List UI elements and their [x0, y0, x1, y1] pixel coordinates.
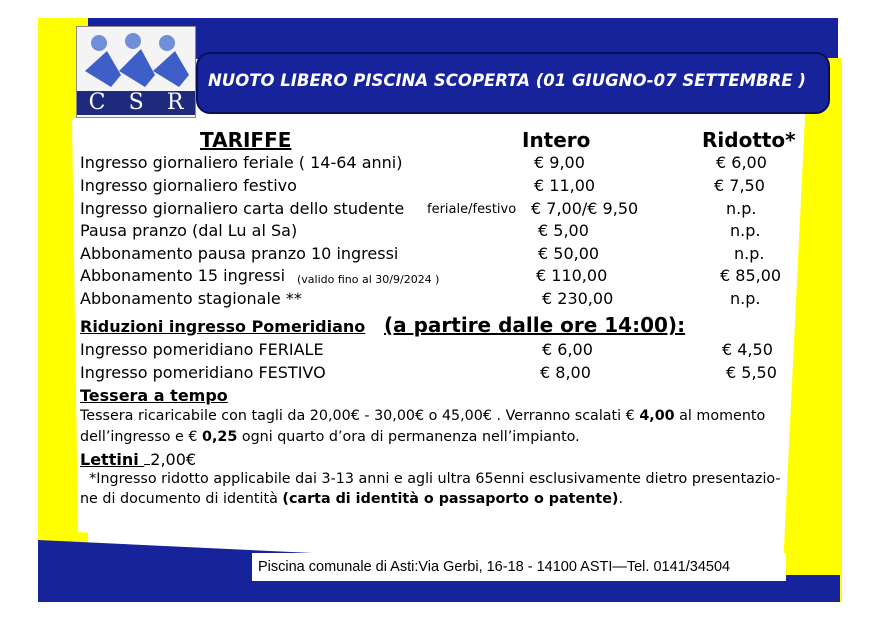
tessera-heading: Tessera a tempo [80, 386, 228, 405]
row-ridotto: € 5,50 [726, 363, 777, 382]
footer-address: Piscina comunale di Asti:Via Gerbi, 16-18 - 14100 ASTI—Tel. 0141/34504 [252, 553, 786, 581]
riduzioni-heading: Riduzioni ingresso Pomeridiano [80, 317, 366, 336]
tessera-amount: 4,00 [639, 408, 675, 424]
tessera-line-1 [80, 406, 765, 426]
row-ridotto: € 7,50 [714, 176, 765, 195]
row-label: Ingresso giornaliero feriale ( 14-64 anni) [80, 153, 403, 172]
tessera-line-2 [80, 427, 580, 447]
row-intero: € 9,00 [534, 153, 585, 172]
logo-letter: C [88, 90, 106, 115]
logo-figures [81, 31, 191, 89]
row-ridotto: € 85,00 [720, 266, 782, 285]
title-banner [196, 52, 830, 114]
row-label: Ingresso giornaliero carta dello studente [80, 199, 405, 218]
row-intero: € 8,00 [540, 363, 591, 382]
row-intero: € 50,00 [538, 244, 600, 263]
riduzioni-time: (a partire dalle ore 14:00): [384, 313, 686, 337]
row-ridotto: n.p. [730, 221, 761, 240]
row-note: (valido fino al 30/9/2024 ) [297, 273, 440, 286]
footnote-line-1: *Ingresso ridotto applicabile dai 3-13 anni e agli ultra 65enni esclusivamente dietro presentazio- [80, 471, 781, 487]
footnote-text: . [618, 491, 623, 507]
row-intero: € 230,00 [542, 289, 614, 308]
row-intero: € 110,00 [536, 266, 608, 285]
lettini-label: Lettini [80, 450, 145, 469]
row-ridotto: € 4,50 [722, 340, 773, 359]
footnote-line-2 [80, 489, 623, 509]
tessera-amount: 0,25 [202, 429, 238, 445]
header-intero: Intero [522, 128, 591, 152]
row-note: feriale/festivo [427, 202, 517, 217]
tessera-text: dell’ingresso e € [80, 429, 202, 445]
row-ridotto: n.p. [730, 289, 761, 308]
logo-letter: R [166, 90, 184, 115]
lettini-price: 2,00€ [150, 450, 197, 469]
row-label: Abbonamento stagionale ** [80, 289, 302, 308]
logo-letter: S [128, 90, 144, 115]
banner-title: NUOTO LIBERO PISCINA SCOPERTA (01 GIUGNO-07 SETTEMBRE ) [208, 71, 806, 90]
row-intero: € 7,00/€ 9,50 [531, 199, 639, 218]
row-label: Ingresso pomeridiano FESTIVO [80, 363, 326, 382]
csr-logo [76, 26, 196, 118]
header-ridotto: Ridotto* [702, 128, 796, 152]
row-intero: € 5,00 [538, 221, 589, 240]
tessera-text: Tessera ricaricabile con tagli da 20,00€ - 30,00€ o 45,00€ . Verranno scalati € [80, 408, 640, 424]
footnote-text: ne di documento di identità [80, 491, 283, 507]
lettini-line [80, 450, 196, 470]
tessera-text: al momento [674, 408, 766, 424]
logo-letters [77, 91, 195, 115]
row-ridotto: n.p. [726, 199, 757, 218]
row-label: Ingresso giornaliero festivo [80, 176, 297, 195]
row-label: Pausa pranzo (dal Lu al Sa) [80, 221, 298, 240]
row-label: Abbonamento pausa pranzo 10 ingressi [80, 244, 399, 263]
tessera-text: ogni quarto d’ora di permanenza nell’impianto. [237, 429, 580, 445]
row-intero: € 6,00 [542, 340, 593, 359]
row-intero: € 11,00 [534, 176, 596, 195]
footnote-docs: (carta di identità o passaporto o patente) [282, 491, 619, 507]
row-ridotto: € 6,00 [716, 153, 767, 172]
row-label: Ingresso pomeridiano FERIALE [80, 340, 324, 359]
header-tariffe: TARIFFE [200, 128, 292, 152]
row-label: Abbonamento 15 ingressi [80, 266, 286, 285]
row-ridotto: n.p. [734, 244, 765, 263]
